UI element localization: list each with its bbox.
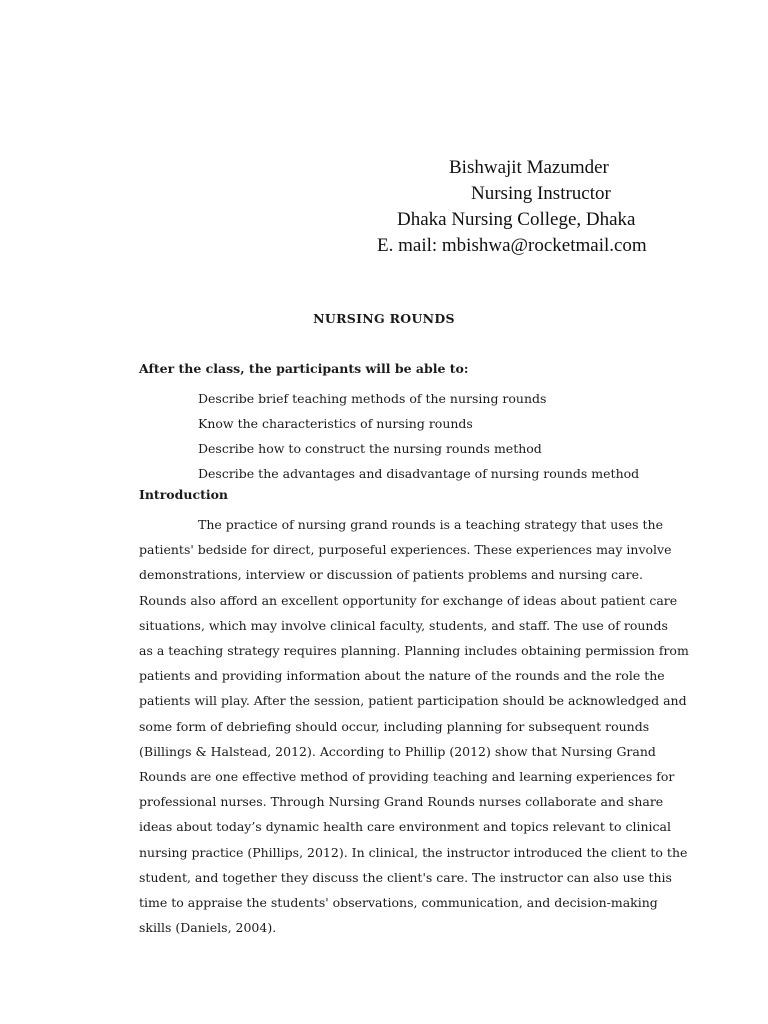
paragraph-line: The practice of nursing grand rounds is a teaching strategy that uses the — [198, 517, 663, 532]
paragraph-line: skills (Daniels, 2004). — [139, 920, 277, 936]
objective-item: Describe brief teaching methods of the nursing rounds — [198, 391, 547, 406]
introduction-heading: Introduction — [139, 487, 229, 502]
paragraph-line: situations, which may involve clinical faculty, students, and staff. The use of rounds — [139, 617, 668, 633]
paragraph-line: ideas about today’s dynamic health care environment and topics relevant to clinical — [139, 819, 671, 835]
paragraph-line: Rounds are one effective method of providing teaching and learning experiences for — [139, 769, 675, 785]
paragraph-line: as a teaching strategy requires planning. Planning includes obtaining permission from — [139, 643, 689, 659]
author-name: Bishwajit Mazumder — [449, 157, 609, 178]
objective-item: Describe how to construct the nursing rounds method — [198, 441, 542, 456]
paragraph-line: some form of debriefing should occur, including planning for subsequent rounds — [139, 718, 650, 734]
paragraph-line: student, and together they discuss the client's care. The instructor can also use this — [139, 869, 672, 885]
paragraph-line: professional nurses. Through Nursing Grand Rounds nurses collaborate and share — [139, 794, 664, 810]
paragraph-line: time to appraise the students' observations, communication, and decision-making — [139, 895, 658, 911]
objective-item: Describe the advantages and disadvantage of nursing rounds method — [198, 466, 640, 481]
objective-item: Know the characteristics of nursing rounds — [198, 416, 473, 431]
paragraph-line: patients will play. After the session, patient participation should be acknowledged and — [139, 693, 687, 709]
paragraph-line: nursing practice (Phillips, 2012). In clinical, the instructor introduced the client to the — [139, 844, 688, 860]
author-email: E. mail: mbishwa@rocketmail.com — [377, 235, 647, 256]
objectives-list — [198, 386, 639, 486]
introduction-paragraph — [139, 512, 689, 940]
paragraph-line: Rounds also afford an excellent opportunity for exchange of ideas about patient care — [139, 592, 678, 608]
objectives-heading: After the class, the participants will be able to: — [139, 361, 469, 376]
paragraph-line: demonstrations, interview or discussion of patients problems and nursing care. — [139, 567, 643, 583]
paragraph-line: patients and providing information about the nature of the rounds and the role the — [139, 668, 665, 684]
document-title: NURSING ROUNDS — [313, 311, 455, 326]
paragraph-line: (Billings & Halstead, 2012). According to Phillip (2012) show that Nursing Grand — [139, 743, 656, 759]
author-institution: Dhaka Nursing College, Dhaka — [397, 209, 636, 230]
author-role: Nursing Instructor — [471, 183, 611, 204]
paragraph-line: patients' bedside for direct, purposeful experiences. These experiences may involve — [139, 542, 672, 558]
